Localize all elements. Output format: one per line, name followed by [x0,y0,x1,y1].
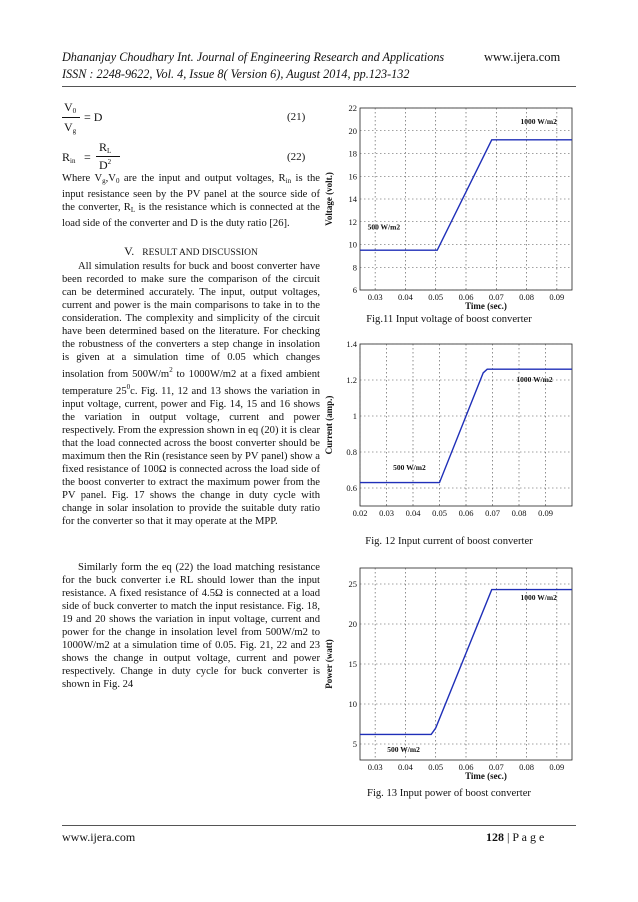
y-tick-label: 8 [352,262,357,273]
x-tick-label: 0.05 [428,762,444,772]
y-tick-label: 10 [348,699,357,709]
x-tick-label: 0.04 [405,508,421,518]
footer-page [486,830,544,845]
x-tick-label: 0.04 [397,762,413,772]
y-tick-label: 12 [348,216,357,227]
results-paragraph-2 [62,561,320,691]
section-number: V. [124,244,135,258]
x-tick-label: 0.09 [549,292,565,302]
eq21-num-v: V [64,100,73,114]
p1-sup-1: 2 [169,366,173,374]
eq21-denominator [64,120,76,135]
fig11-voltage-chart [322,100,576,312]
header-issn: ISSN : 2248-9622, Vol. 4, Issue 8( Version 6), August 2014, pp.123-132 [62,67,410,81]
annotation-label: 1000 W/m2 [520,116,557,126]
y-tick-label: 0.8 [346,447,357,457]
x-tick-label: 0.03 [367,292,383,302]
journal-header-left [62,50,492,64]
y-tick-label: 20 [348,619,357,629]
p1-text-b: to 1000W/m2 at a fixed ambient temperature 25 [62,369,321,397]
fig11-caption: Fig.11 Input voltage of boost converter [366,314,532,325]
where-text-1: Where V [62,173,103,184]
x-tick-label: 0.08 [519,292,535,302]
header-website[interactable]: www.ijera.com [484,50,561,64]
y-tick-label: 25 [348,579,357,589]
footer-page-number: 128 [486,830,504,844]
y-axis-label: Voltage (volt.) [324,172,334,226]
annotation-label: 500 W/m2 [393,463,426,472]
x-axis-label: Time (sec.) [465,301,507,311]
x-tick-label: 0.07 [488,292,504,302]
eq21-num-sub: 0 [72,107,77,115]
y-axis-label: Current (amp.) [324,395,334,455]
x-tick-label: 0.05 [428,292,444,302]
eq22-number: (22) [287,151,306,163]
x-tick-label: 0.03 [379,508,394,518]
eq22-den-sup: 2 [107,158,112,166]
eq21-den-v: V [64,120,73,134]
eq22-lhs [62,150,75,165]
eq22-den-d: D [99,158,108,172]
y-tick-label: 1.2 [346,375,357,385]
eq21-den-sub: g [72,127,77,135]
y-axis-label: Power (watt) [324,639,334,689]
x-tick-label: 0.05 [432,508,447,518]
eq22-num-r: R [99,140,108,154]
eq22-lhs-sub: in [70,157,76,165]
annotation-label: 1000 W/m2 [520,593,557,602]
footer-website[interactable]: www.ijera.com [62,830,136,844]
x-tick-label: 0.04 [397,292,413,302]
y-tick-label: 16 [348,171,357,182]
annotation-label: 1000 W/m2 [516,374,553,384]
where-text-4: is the input resistance seen by the PV panel at the source side of the converter, R [62,173,320,213]
x-tick-label: 0.09 [538,508,553,518]
results-paragraph-1 [62,260,320,528]
y-tick-label: 1 [352,411,357,421]
footer-page-label: | P a g e [507,830,545,844]
y-tick-label: 1.4 [346,339,357,349]
x-tick-label: 0.09 [549,762,565,772]
where-text-2: ,V [105,173,116,184]
eq22-eq-sign: = [84,150,91,164]
y-tick-label: 18 [348,148,357,159]
fig13-power-chart [322,560,576,788]
y-tick-label: 5 [352,739,357,749]
eq22-numerator [99,140,111,155]
eq22-fraction-bar [96,156,120,157]
equation-21 [62,100,322,140]
y-tick-label: 20 [348,125,357,136]
y-tick-label: 14 [348,194,357,204]
x-tick-label: 0.06 [458,292,474,302]
where-text-3: are the input and output voltages, R [119,173,286,184]
header-rule [62,86,576,87]
fig13-caption: Fig. 13 Input power of boost converter [367,788,531,799]
eq22-num-sub: L [107,147,112,155]
section-heading [62,242,320,260]
x-tick-label: 0.03 [367,762,383,772]
footer-rule [62,825,576,826]
x-axis-label: Time (sec.) [465,771,507,781]
annotation-label: 500 W/m2 [367,222,401,232]
y-tick-label: 15 [348,659,357,669]
p2-text: Similarly form the eq (22) the load matching resistance for the buck converter i.e RL should lower than the input resistance. A fixed resistance of 4.5Ω is connected at a load side of buck converter to match the input resistance. Fig. 18, 19 and 20 shows the variation in input voltage, current and power for the change in insolation level from 500W/m2 to 1000W/m2 at a simulation time of 0.05. Fig. 21, 22 and 23 shows the change in output voltage, current and power respectively. Change in duty cycle for buck converter is shown in Fig. 24 [62,562,320,690]
x-tick-label: 0.06 [458,762,474,772]
p1-text-c: c. Fig. 11, 12 and 13 shows the variation in input voltage, current, power and Fig. 14, 15 and 16 shows the variation in output voltage, current and power respectively. From the expression shown in eq (20) it is clear that the load connected across the boost converter should be maximum then the Rin (resistance seen by PV panel) show a fixed resistance of 100Ω is connected across the load side of the boost converter to extract the maximum power from the PV panel. Fig. 17 shows the change in duty cycle with change in solar insolation to provide the suitable duty ratio for the converter so that it may operate at the MPP. [62,386,321,527]
eq21-numerator [64,100,76,115]
where-sub-g: g [102,177,106,185]
eq21-number: (21) [287,111,306,123]
where-sub-in: in [285,177,292,185]
p1-text-a: All simulation results for buck and boost converter have been recorded to make sure the comparison of the circuit can be determined accurately. The input, output voltages, current and power is the main comparisons to take in to the consideration. The complexity and simplicity of the circuit have been determined based on the literature. For checking the robustness of the converters a step change in insolation is given at a simulation time of 0.05 which changes insolation from 500W/m [62,261,320,380]
x-tick-label: 0.07 [485,508,500,518]
y-tick-label: 22 [348,103,357,113]
eq22-lhs-r: R [62,150,71,164]
p1-sup-2: 0 [126,383,131,391]
y-tick-label: 10 [348,239,357,250]
section-title: RESULT AND DISCUSSION [142,248,258,258]
where-sub-0: 0 [115,177,120,185]
x-tick-label: 0.08 [511,508,527,518]
where-sub-l: L [130,206,136,214]
y-tick-label: 0.6 [346,483,357,493]
x-tick-label: 0.06 [458,508,474,518]
header-authors-journal: Dhananjay Choudhary Int. Journal of Engineering Research and Applications [62,50,445,64]
fig12-current-chart [322,336,576,530]
fig12-caption: Fig. 12 Input current of boost converter [365,536,533,547]
x-tick-label: 0.02 [352,508,368,518]
x-tick-label: 0.07 [488,762,504,772]
x-tick-label: 0.08 [519,762,535,772]
y-tick-label: 6 [352,285,357,295]
eq22-denominator [99,158,111,173]
where-text-5: is the resistance which is connected at the load side of the converter and D is the duty ratio [26]. [62,202,320,229]
annotation-label: 500 W/m2 [387,745,420,754]
eq21-fraction-bar [62,117,80,118]
where-paragraph [62,172,320,230]
eq21-rhs: = D [84,110,103,124]
